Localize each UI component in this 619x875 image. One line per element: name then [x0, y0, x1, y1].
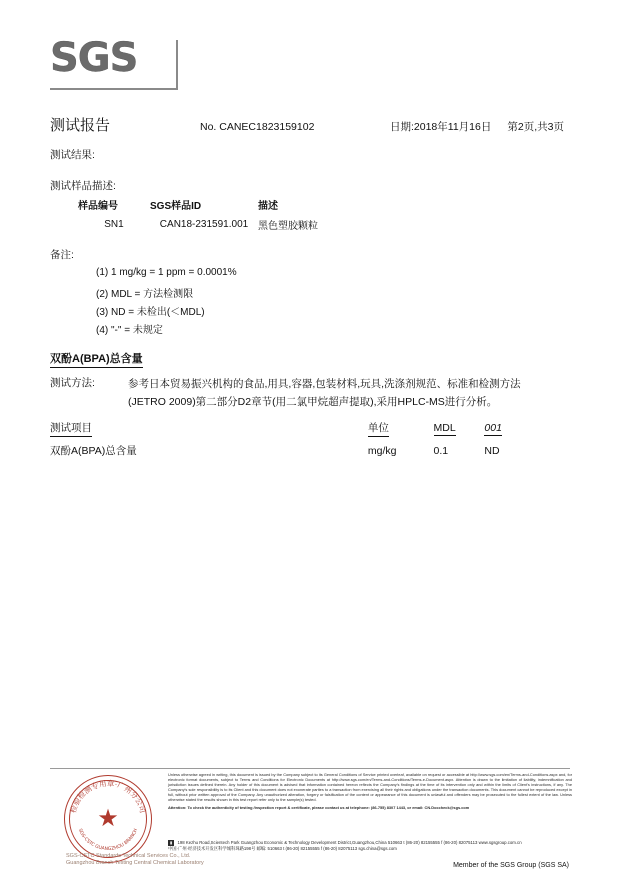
cell-mdl: 0.1: [433, 444, 449, 457]
footer-tel-en: t (86-20) 82155555: [403, 840, 440, 845]
seal-line-2: Guangzhou Branch Testing Central Chemical Laboratory: [66, 860, 204, 866]
footer-tel-cn: t (86-20) 82155555: [283, 846, 320, 852]
footer-address-row-cn: [168, 846, 572, 852]
footer-email: sgs.china@sgs.com: [358, 846, 397, 852]
report-page-count: 第2页,共3页: [507, 121, 564, 133]
cell-description: 黑色塑胶颗粒: [258, 221, 318, 232]
footer-web: www.sgsgroup.com.cn: [478, 840, 522, 845]
col-test-item-label: 测试项目: [50, 420, 92, 437]
table-row: [50, 439, 548, 458]
table-header-row: [50, 420, 548, 439]
remark-item: (2) MDL = 方法检测限: [96, 289, 194, 300]
section-heading-bpa: 双酚A(BPA)总含量: [50, 350, 143, 368]
sgs-logo: [50, 36, 180, 84]
col-mdl-label: MDL: [433, 421, 456, 434]
footer-postcode-cn: 邮编: 510663: [256, 846, 282, 852]
report-date: 日期:2018年11月16日: [390, 121, 492, 133]
results-label: 测试结果:: [50, 149, 95, 161]
svg-text:SGS-CSTC GUANGZHOU BRANCH: SGS-CSTC GUANGZHOU BRANCH: [76, 828, 140, 853]
table-row: [78, 216, 408, 232]
cell-unit: mg/kg: [367, 444, 397, 457]
seal-line-1: SGS-CSTC Standards Technical Services Co., Ltd.: [66, 853, 191, 859]
col-mdl: [434, 420, 485, 439]
test-method-label: 测试方法:: [50, 377, 95, 389]
remark-item: (4) "-" = 未规定: [96, 325, 163, 336]
col-description: 描述: [258, 201, 278, 212]
sample-description-label: 测试样品描述:: [50, 180, 116, 192]
footer-address-block: [168, 840, 572, 853]
col-sample-001: [484, 420, 548, 439]
seal-star-icon: ★: [97, 805, 119, 832]
address-marker-icon: ▮: [170, 840, 173, 845]
company-seal-stamp: [64, 775, 204, 867]
footer-attention-note: Attention: To check the authenticity of testing /inspection report & certificate, please contact us at telephone: (86-755) 8307 1443, or email: CN.Doccheck@sgs.com: [168, 804, 470, 810]
sgs-logo-text: SGS: [50, 35, 138, 81]
footer-address-cn: 中国·广州·经济技术开发区科学城科珠路198号: [168, 846, 256, 852]
bpa-result-table: [50, 420, 548, 458]
footer-fax-en: f (86-20) 82075113: [441, 840, 478, 845]
logo-underline: [50, 88, 176, 90]
footer-divider: [50, 768, 570, 769]
footer-legal-text: [168, 772, 572, 810]
col-sample-no: 样品编号: [78, 201, 118, 212]
cell-sgs-sample-id: CAN18-231591.001: [159, 219, 249, 230]
table-header-row: [78, 197, 408, 216]
col-sample-001-label: 001: [484, 421, 502, 434]
logo-vertical-bar: [176, 40, 178, 90]
sample-description-table: [78, 197, 408, 232]
remark-item: (1) 1 mg/kg = 1 ppm = 0.0001%: [96, 267, 237, 278]
svg-text:检验检测专用章·广州分公司: 检验检测专用章·广州分公司: [68, 778, 148, 814]
footer-address-en: 198 Kezhu Road,Scientech Park Guangzhou Economic & Technology Development District,Guangzhou,China: [177, 840, 387, 845]
remarks-label: 备注:: [50, 249, 74, 261]
report-number: No. CANEC1823159102: [200, 121, 315, 133]
test-method-text: 参考日本贸易振兴机构的食品,用具,容器,包装材料,玩具,洗涤剂规范、标准和检测方法(JETRO 2009)第二部分D2章节(用二氯甲烷超声提取),采用HPLC-MS进行分析。: [128, 378, 521, 408]
footer-fax-cn: f (86-20) 82075113: [320, 846, 358, 852]
remark-item: (3) ND = 未检出(＜MDL): [96, 307, 205, 318]
cell-sample-no: SN1: [104, 219, 124, 230]
cell-result-001: ND: [484, 444, 500, 457]
footer-legal-body: Unless otherwise agreed in writing, this document is issued by the Company subject to its General Conditions of Service printed overleaf, available on request or accessible at http://www.sgs.com/en/Terms-and-Conditions.aspx and, for electronic format documents, subject to Terms and Conditions for Electronic Documents at http://www.sgs.com/en/Terms-and-Conditions/Terms-e-Document.aspx. Attention is drawn to the limitation of liability, indemnification and jurisdiction issues defined therein. Any holder of this document is advised that information contained hereon reflects the Company's findings at the time of its intervention only and within the limits of Client's instructions, if any. The Company's sole responsibility is to its Client and this document does not exonerate parties to a transaction from exercising all their rights and obligations under the transaction documents. This document cannot be reproduced except in full, without prior written approval of the Company. Any unauthorized alteration, forgery or falsification of the content or appearance of this document is unlawful and offenders may be prosecuted to the fullest extent of the law. Unless otherwise stated the results shown in this test report refer only to the sample(s) tested.: [168, 772, 572, 803]
footer-member-note: Member of the SGS Group (SGS SA): [453, 862, 569, 869]
col-unit: [368, 420, 434, 439]
col-sgs-sample-id: SGS样品ID: [150, 201, 202, 212]
footer-postcode-en: 510663: [387, 840, 403, 845]
col-unit-label: 单位: [368, 420, 389, 437]
page-title: 测试报告: [50, 117, 111, 134]
cell-test-item: 双酚A(BPA)总含量: [50, 445, 137, 457]
report-header-row: [50, 114, 570, 135]
col-test-item: [50, 420, 368, 439]
